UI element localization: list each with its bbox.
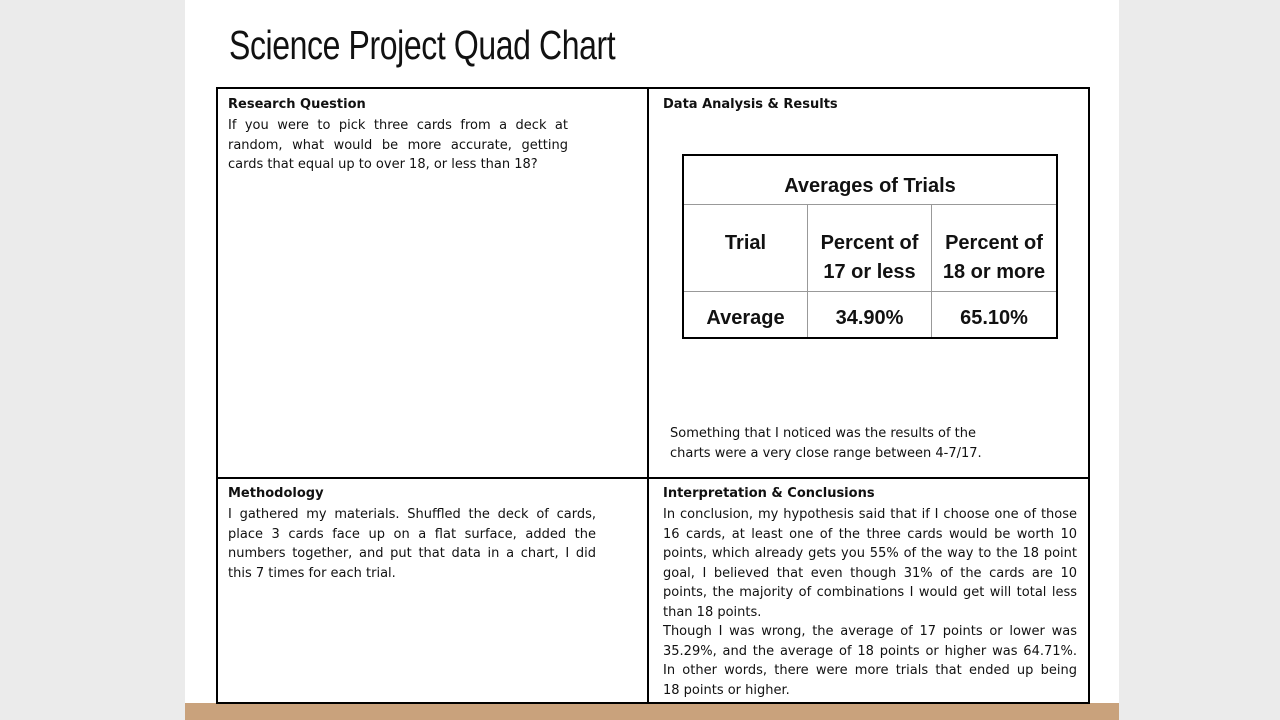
methodology-heading: Methodology bbox=[228, 486, 324, 501]
note-line: Something that I noticed was the results of the bbox=[670, 426, 977, 441]
methodology-line: this 7 times for each trial. bbox=[228, 565, 396, 581]
conclusions-line: points, the majority of combinations I would get will total less bbox=[663, 585, 1077, 600]
conclusions-line: points, which already gets you 55% of the way to the 18 point bbox=[663, 546, 1077, 561]
research-line: If you were to pick three cards from a deck at bbox=[228, 118, 568, 133]
table-header-trial bbox=[684, 229, 807, 258]
quad-horizontal-divider bbox=[216, 477, 1090, 479]
conclusions-line: 18 points or higher. bbox=[663, 682, 790, 698]
research-line: cards that equal up to over 18, or less than 18? bbox=[228, 157, 538, 172]
conclusions-line: In conclusion, my hypothesis said that if I choose one of those bbox=[663, 507, 1077, 522]
header-line: Percent of bbox=[945, 232, 1043, 254]
averages-table bbox=[682, 154, 1058, 339]
table-row-divider bbox=[684, 291, 1056, 292]
quad-vertical-divider bbox=[647, 87, 649, 704]
methodology-text bbox=[228, 505, 596, 583]
conclusions-line: 35.29%, and the average of 18 points or higher was 64.71%. bbox=[663, 643, 1077, 659]
conclusions-line: than 18 points. bbox=[663, 604, 762, 620]
header-line: 18 or more bbox=[942, 261, 1046, 283]
conclusions-text bbox=[663, 505, 1077, 700]
conclusions-line: 16 cards, at least one of the three cards would be worth 10 bbox=[663, 526, 1077, 542]
research-question-heading: Research Question bbox=[228, 97, 366, 112]
table-cell-18-or-more-value: 65.10% bbox=[960, 307, 1028, 329]
table-cell-17-or-less-value: 34.90% bbox=[835, 307, 904, 329]
table-cell-average-label: Average bbox=[706, 307, 785, 329]
conclusions-line: Though I was wrong, the average of 17 points or lower was bbox=[663, 624, 1077, 639]
research-question-text bbox=[228, 116, 568, 175]
note-line: charts were a very close range between 4-7/17. bbox=[670, 445, 982, 461]
data-analysis-heading: Data Analysis & Results bbox=[663, 97, 838, 112]
averages-table-title: Averages of Trials bbox=[684, 156, 1056, 205]
header-line: 17 or less bbox=[823, 261, 916, 283]
conclusions-heading: Interpretation & Conclusions bbox=[663, 486, 875, 501]
methodology-line: numbers together, and put that data in a chart, I did bbox=[228, 546, 596, 561]
data-analysis-note bbox=[670, 424, 1010, 463]
slide-bottom-border bbox=[185, 703, 1119, 720]
page-title: Science Project Quad Chart bbox=[229, 22, 616, 68]
methodology-line: I gathered my materials. Shuffled the deck of cards, bbox=[228, 507, 596, 522]
header-line: Percent of bbox=[820, 232, 919, 254]
research-line: random, what would be more accurate, getting bbox=[228, 137, 568, 153]
header-line: Trial bbox=[724, 232, 767, 254]
methodology-line: place 3 cards face up on a flat surface, added the bbox=[228, 526, 596, 542]
conclusions-line: In other words, there were more trials that ended up being bbox=[663, 663, 1077, 678]
table-header-17-or-less bbox=[808, 229, 931, 287]
conclusions-line: goal, I believed that even though 31% of the cards are 10 bbox=[663, 565, 1077, 581]
table-header-18-or-more bbox=[932, 229, 1056, 287]
